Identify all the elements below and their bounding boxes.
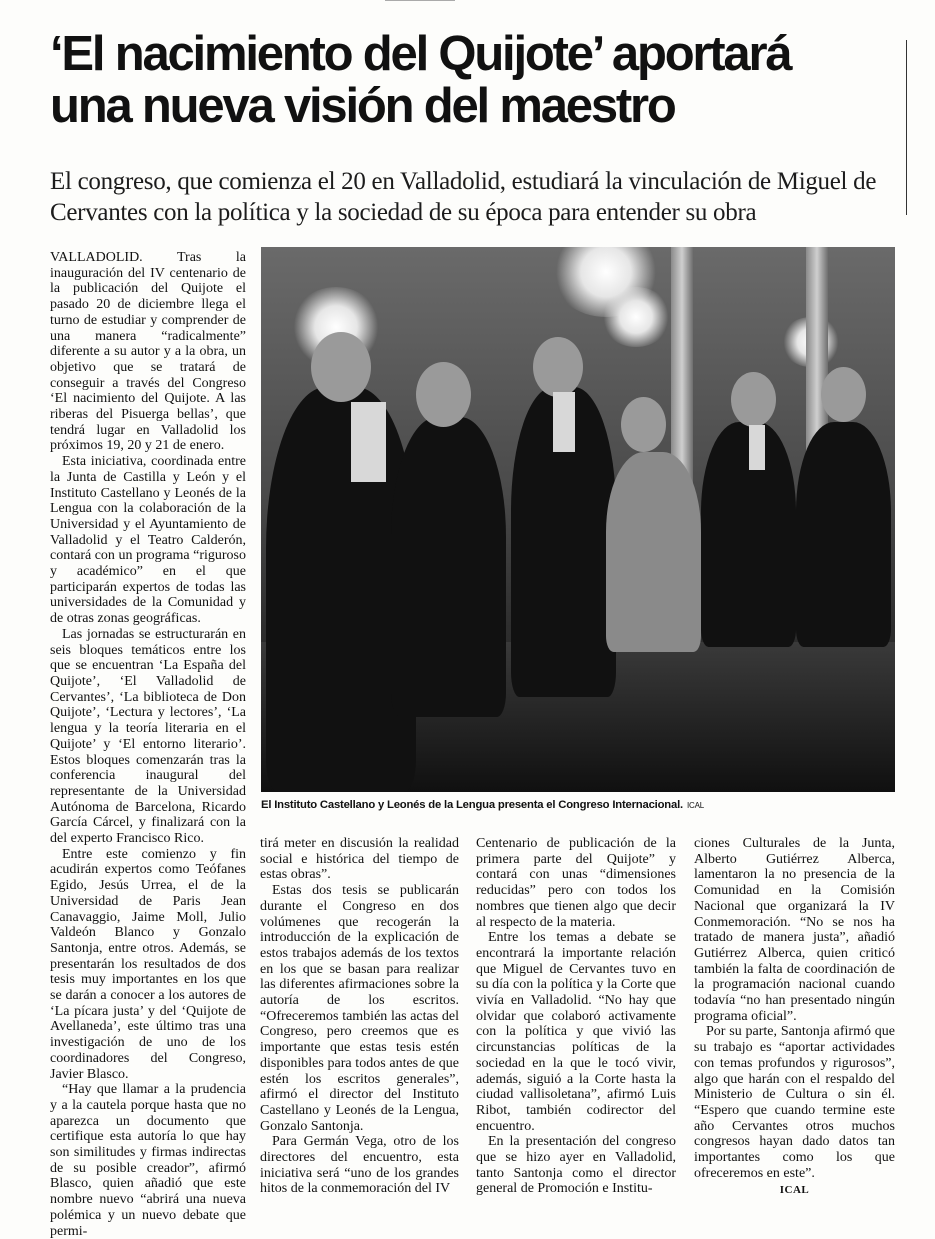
article-column-3	[476, 836, 676, 1197]
page-top-mark	[385, 0, 455, 9]
author-signoff: ICAL	[779, 1184, 810, 1197]
person-shirt	[749, 425, 765, 470]
person-silhouette	[796, 422, 891, 647]
paragraph: En la presentación del congreso que se hizo ayer en Valladolid, tanto Santonja como el director general de Promoción e Institu-	[476, 1134, 676, 1197]
person-head	[416, 362, 471, 427]
person-head	[731, 372, 776, 427]
paragraph: Esta iniciativa, coordinada entre la Junta de Castilla y León y el Instituto Castellano y Leonés de la Lengua con la colaboración de la Universidad y el Ayuntamiento de Valladolid y el Teatro Calderón, contará con un programa “riguroso y académico” en el que participarán expertos de todas las universidades de la Comunidad y de otras zonas geográficas.	[50, 454, 246, 627]
photo-credit: ICAL	[686, 801, 704, 810]
headline	[50, 28, 900, 132]
headline-line-1: ‘El nacimiento del Quijote’ aportará	[50, 27, 791, 81]
article-column-4	[694, 836, 895, 1199]
person-head	[821, 367, 866, 422]
paragraph: VALLADOLID. Tras la inauguración del IV centenario de la publicación del Quijote el pasado 20 de diciembre llega el turno de estudiar y comprender de una manera “radicalmente” diferente a su autor y a la obra, un objetivo que se tratará de conseguir a través del Congreso ‘El nacimiento del Quijote. A las riberas del Pisuerga bellas’, que tendrá lugar en Valladolid los próximos 19, 20 y 21 de enero.	[50, 250, 246, 454]
person-silhouette	[391, 417, 506, 717]
paragraph: Entre los temas a debate se encontrará la importante relación que Miguel de Cervantes tuvo en su día con la política y la Corte que vivía en Valladolid. “No hay que olvidar que colaboró activamente con la política y que vivió las circunstancias políticas de la sociedad en la que le tocó vivir, además, siguió a la Corte hasta la ciudad vallisoletana”, afirmó Luis Ribot, también codirector del encuentro.	[476, 930, 676, 1134]
column-rule	[906, 40, 907, 215]
dateline: VALLADOLID.	[50, 250, 143, 265]
paragraph: ciones Culturales de la Junta, Alberto Gutiérrez Alberca, lamentaron la no presencia de la Comunidad en la Comisión Nacional que organizará la IV Conmemoración. “No se nos ha tratado de manera justa”, añadió Gutiérrez Alberca, quien criticó también la falta de coordinación de la programación nacional cuando todavía “no han presentado ningún programa oficial”.	[694, 836, 895, 1024]
article-column-2	[260, 836, 459, 1197]
subheadline: El congreso, que comienza el 20 en Valladolid, estudiará la vinculación de Miguel de Cervantes con la política y la sociedad de su época para entender su obra	[50, 168, 877, 226]
article-column-1	[50, 250, 246, 1239]
photo-caption: El Instituto Castellano y Leonés de la Lengua presenta el Congreso Internacional. ICAL	[261, 799, 704, 811]
person-silhouette	[606, 452, 701, 652]
chandelier	[601, 287, 671, 347]
headline-line-2: una nueva visión del maestro	[50, 79, 675, 133]
paragraph: Centenario de publicación de la primera parte del Quijote” y contará con unas “dimensiones reducidas” pero con todos los nombres que tienen algo que decir al respecto de la materia.	[476, 836, 676, 930]
paragraph: “Hay que llamar a la prudencia y a la cautela porque hasta que no aparezca un documento que certifique esta autoría lo que hay son similitudes y firmas indirectas de su posible creador”, afirmó Blasco, quien añadió que este nombre nuevo “abrirá una nueva polémica y un nuevo debate que permi-	[50, 1082, 246, 1239]
person-head	[311, 332, 371, 402]
paragraph: Entre este comienzo y fin acudirán expertos como Teófanes Egido, Jesús Urrea, el de la Universidad de Paris Jean Canavaggio, Jaime Moll, Julio Valdeón Blanco y Gonzalo Santonja, entre otros. Además, se presentarán los resultados de dos tesis muy importantes en los que se darán a conocer a los autores de ‘La pícara justa’ y del ‘Quijote de Avellaneda’, este último tras una investigación de uno de los coordinadores del Congreso, Javier Blasco.	[50, 846, 246, 1082]
article-photo	[261, 247, 895, 792]
person-head	[533, 337, 583, 397]
person-head	[621, 397, 666, 452]
paragraph: Para Germán Vega, otro de los directores del encuentro, esta iniciativa será “uno de los grandes hitos de la conmemoración del IV	[260, 1134, 459, 1197]
paragraph: tirá meter en discusión la realidad social e histórica del tiempo de estas obras”.	[260, 836, 459, 883]
paragraph: Por su parte, Santonja afirmó que su trabajo es “aportar actividades con temas profundos y rigurosos”, algo que harán con el respaldo del Ministerio de Cultura o sin él. “Espero que cuando termine este año Cervantes otros muchos congresos hayan dado datos tan importantes como los que ofreceremos en este”.	[694, 1024, 895, 1181]
person-shirt	[351, 402, 386, 482]
paragraph: Estas dos tesis se publicarán durante el Congreso en dos volúmenes que recogerán la introducción de la explicación de estos trabajos además de los textos en los que se basan para realizar las diferentes afirmaciones sobre la autoría de los escritos. “Ofreceremos también las actas del Congreso, pero creemos que es importante que estas tesis estén disponibles para todos antes de que estén los escritos generales”, afirmó el director del Instituto Castellano y Leonés de la Lengua, Gonzalo Santonja.	[260, 883, 459, 1134]
person-shirt	[553, 392, 575, 452]
paragraph: Las jornadas se estructurarán en seis bloques temáticos entre los que se encuentran ‘La España del Quijote’, ‘El Valladolid de Cervantes’, ‘La biblioteca de Don Quijote’, ‘Lectura y lectores’, ‘La lengua y la teoría literaria en el Quijote’ y ‘El entorno literario’. Estos bloques comenzarán tras la conferencia inaugural del representante de la Universidad Autónoma de Barcelona, Ricardo García Cárcel, y finalizará con la del experto Francisco Rico.	[50, 626, 246, 847]
